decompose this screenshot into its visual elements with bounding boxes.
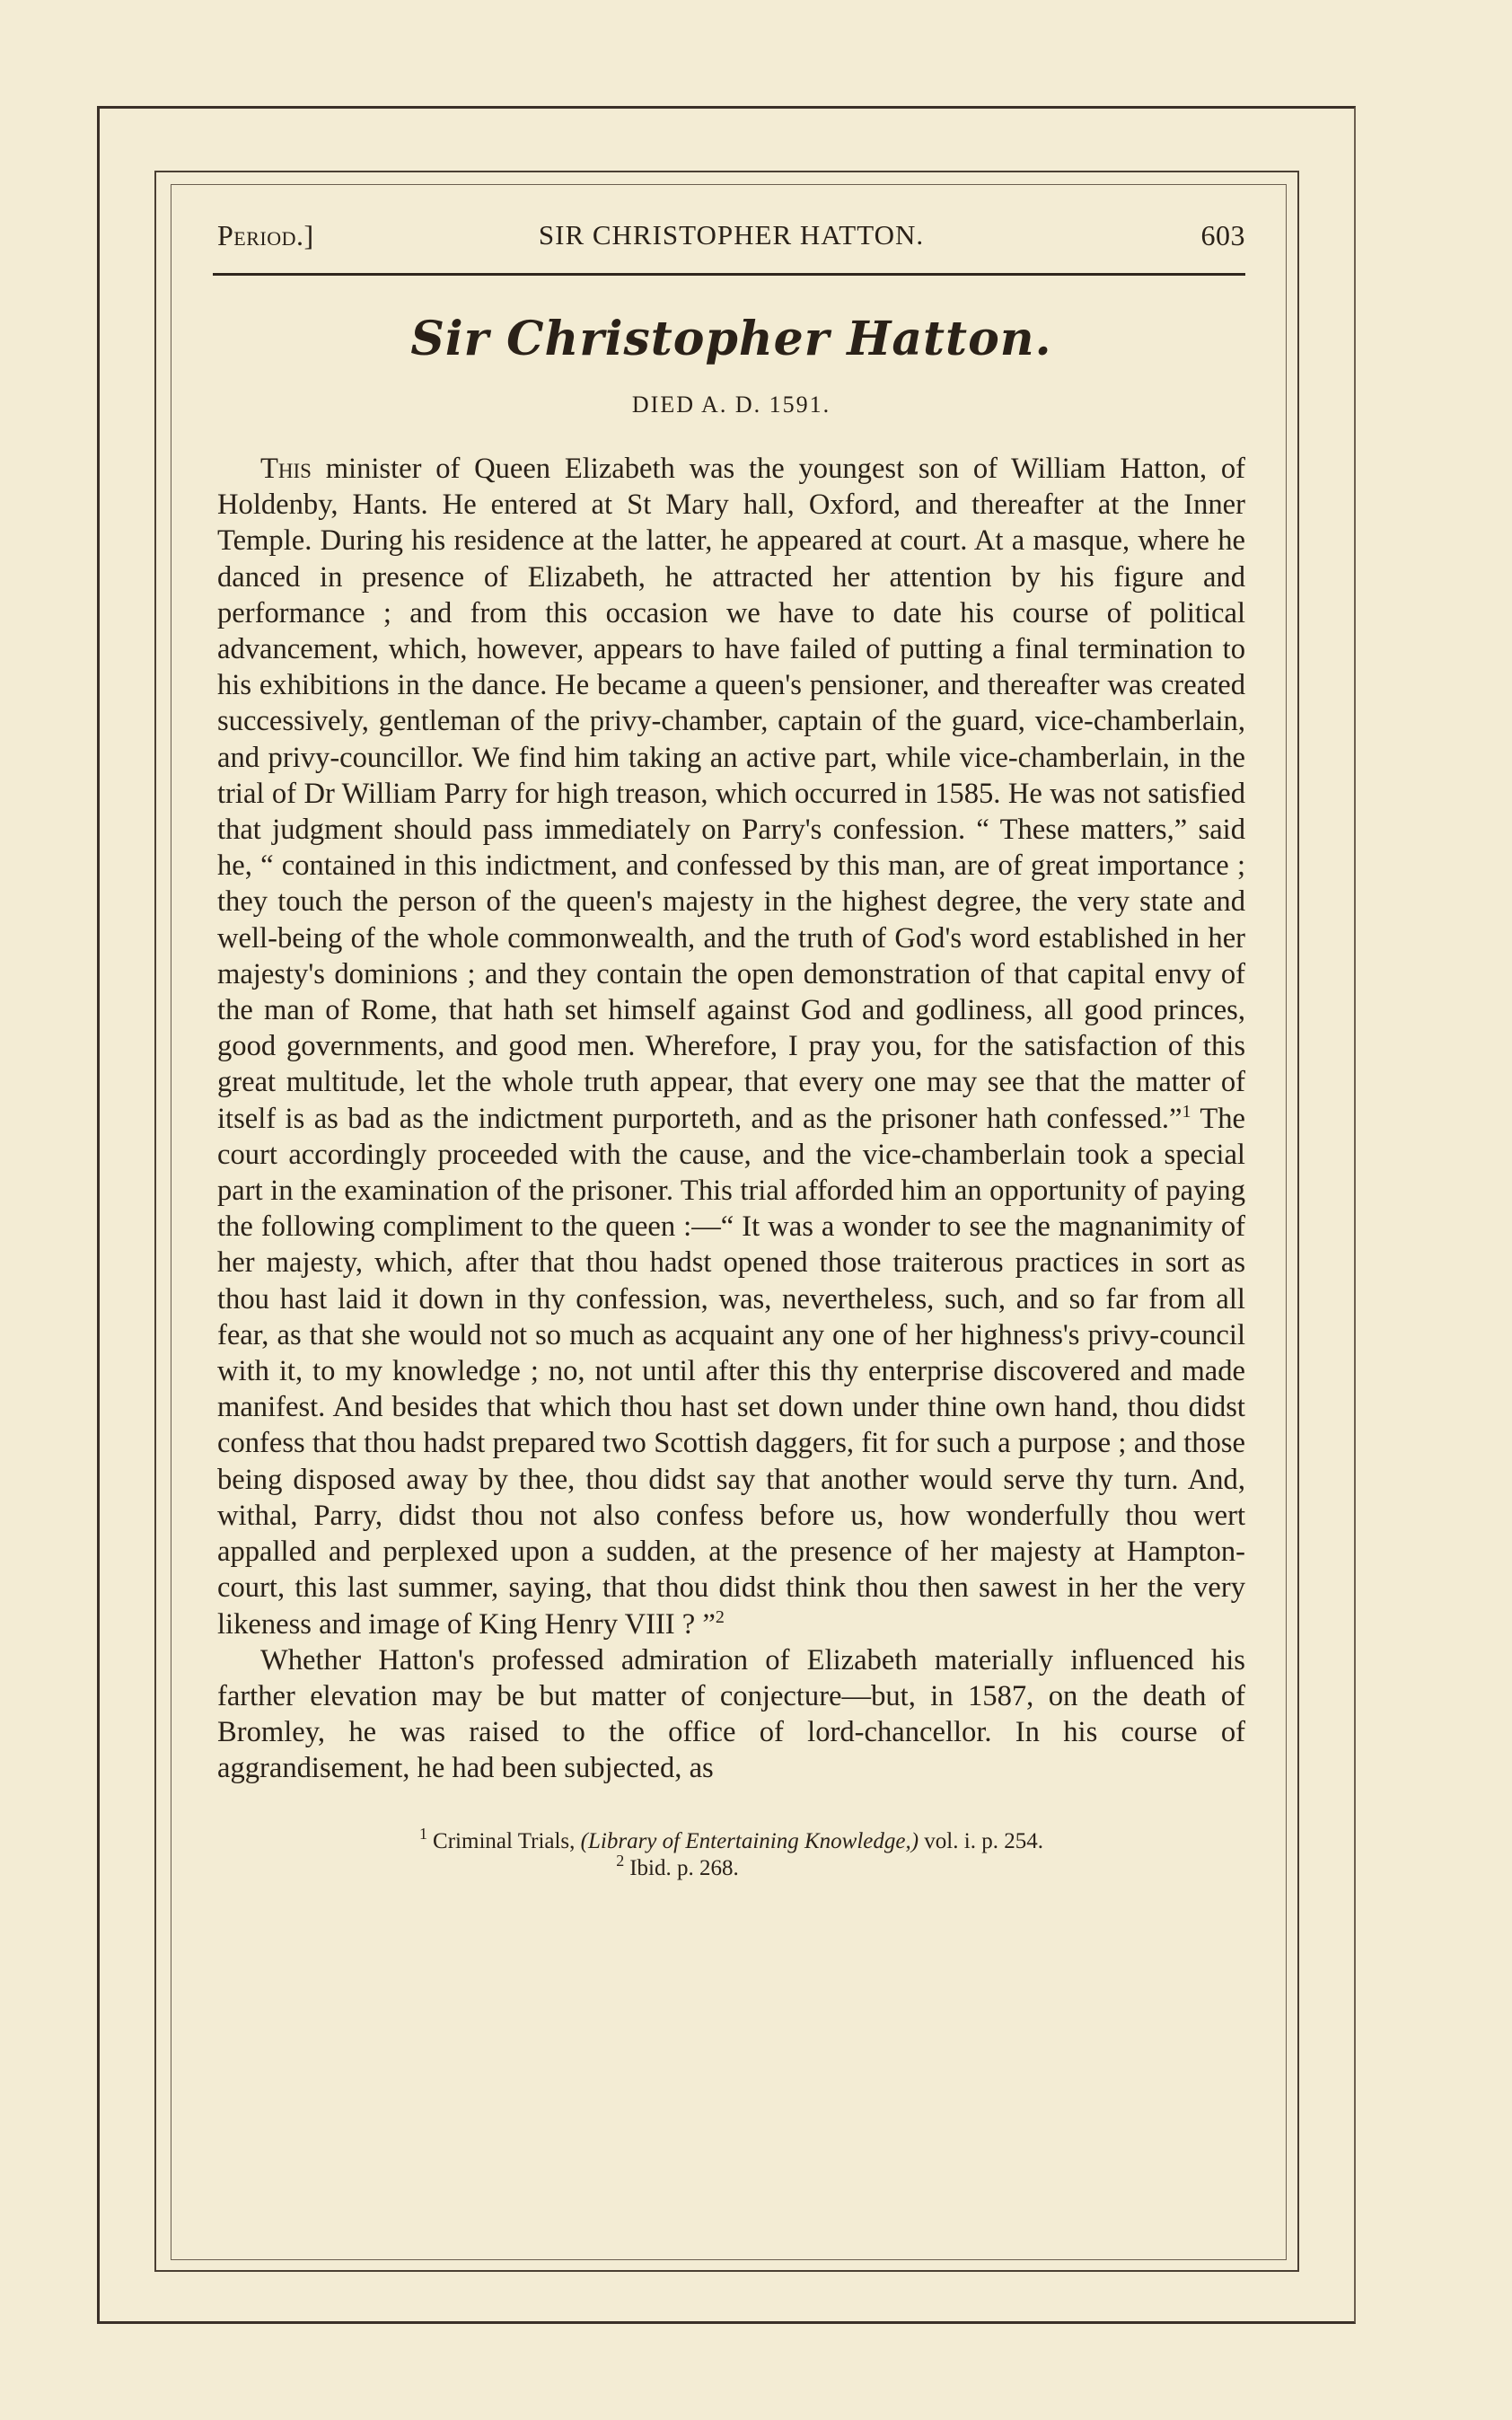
running-head-title: SIR CHRISTOPHER HATTON. [538, 219, 925, 251]
paragraph-lead: This [260, 453, 312, 485]
footnote [110, 1852, 1245, 1882]
running-head-period: Period.] [217, 219, 314, 251]
head-rule [213, 273, 1245, 276]
footnote-mark: 1 [419, 1825, 428, 1844]
footnote-text: Criminal Trials, [433, 1828, 581, 1853]
death-date: DIED A. D. 1591. [631, 392, 831, 418]
footnote-text-end: vol. i. p. 254. [919, 1828, 1043, 1853]
footnote-italic-text: (Library of Entertaining Knowledge,) [580, 1828, 919, 1853]
paragraph-text: Whether Hatton's professed admiration of Elizabeth materially influenced his farther elevation may be but matter of conjecture—but, in 1587, on the death of Bromley, he was raised to the office of lord-chancellor. In his course of aggrandisement, he had been subjected, as [217, 1643, 1245, 1785]
footnote-reference[interactable]: 1 [1182, 1101, 1191, 1122]
footnote-text: Ibid. p. 268. [629, 1855, 739, 1880]
footnote [217, 1825, 1245, 1855]
paragraph [217, 451, 1245, 1642]
page-number: 603 [1200, 219, 1245, 251]
paragraph-text-continued: The court accordingly proceeded with the cause, and the vice-chamberlain took a special part in the examination of the prisoner. This trial afforded him an opportunity of paying the following compliment to the queen :—“ It was a wonder to see the magnanimity of her majesty, which, after that thou hadst opened those traiterous practices in sort as thou hast laid it down in thy confession, was, nevertheless, such, and so far from all fear, as that she would not so much as acquaint any one of her highness's privy-council with it, to my knowledge ; no, not until after this thy enterprise discovered and made manifest. And besides that which thou hast set down under thine own hand, thou didst confess that thou hadst prepared two Scottish daggers, fit for such a purpose ; and those being disposed away by thee, thou didst say that another would serve thy turn. And, withal, Parry, didst thou not also confess before us, how wonderfully thou wert appalled and perplexed upon a sudden, at the presence of her majesty at Hampton-court, this last summer, saying, that thou didst think thou then sawest in her the very likeness and image of King Henry VIII ? ” [217, 1102, 1245, 1641]
footnote-reference[interactable]: 2 [715, 1606, 725, 1627]
paragraph-text: minister of Queen Elizabeth was the youngest son of William Hatton, of Holdenby, Hants. He entered at St Mary hall, Oxford, and thereafter at the Inner Temple. During his residence at the latter, he appeared at court. At a masque, where he danced in presence of Elizabeth, he attracted her attention by his figure and performance ; and from this occasion we have to date his course of political advancement, which, however, appears to have failed of putting a final termination to his exhibitions in the dance. He became a queen's pensioner, and thereafter was created successively, gentleman of the privy-chamber, captain of the guard, vice-chamberlain, and privy-councillor. We find him taking an active part, while vice-chamberlain, in the trial of Dr William Parry for high treason, which occurred in 1585. He was not satisfied that judgment should pass immediately on Parry's confession. “ These matters,” said he, “ contained in this indictment, and confessed by this man, are of great importance ; they touch the person of the queen's majesty in the highest degree, the very state and well-being of the whole commonwealth, and the truth of God's word established in her majesty's dominions ; and they contain the open demonstration of that capital envy of the man of Rome, that hath set himself against God and godliness, all good princes, good governments, and good men. Wherefore, I pray you, for the satisfaction of this great multitude, let the whole truth appear, that every one may see that the matter of itself is as bad as the indictment purporteth, and as the prisoner hath confessed.” [217, 453, 1245, 1135]
footnote-mark: 2 [616, 1852, 625, 1870]
paragraph [217, 1642, 1245, 1787]
footnotes [217, 1825, 1245, 1882]
article-title: Sir Christopher Hatton. [410, 312, 1052, 366]
article-body [217, 451, 1245, 1787]
running-head [217, 216, 1245, 251]
page-content [217, 216, 1245, 1882]
